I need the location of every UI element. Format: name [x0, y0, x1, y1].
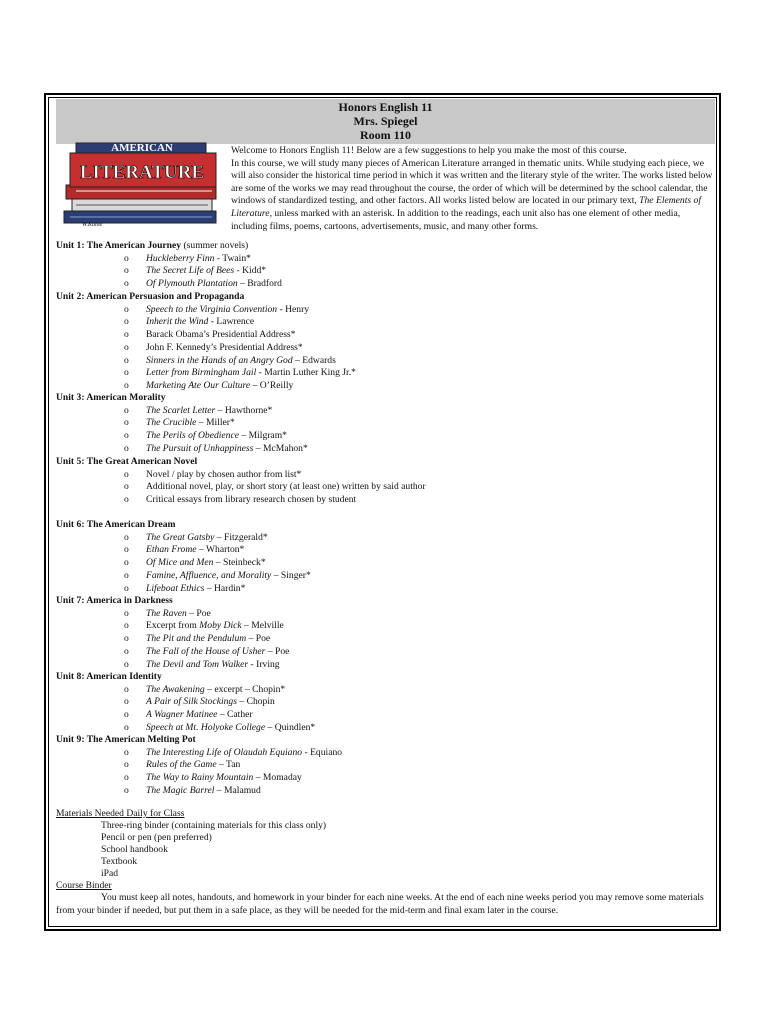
- bullet-icon: o: [124, 531, 129, 543]
- teacher-name: Mrs. Spiegel: [353, 114, 418, 128]
- work-author: – Wharton*: [196, 544, 245, 556]
- work-item: [146, 722, 315, 734]
- unit-heading: [56, 519, 176, 531]
- work-title: The Great Gatsby: [146, 531, 215, 543]
- work-item: [146, 329, 295, 341]
- work-author: - Lawrence: [208, 316, 255, 328]
- work-author: John F. Kennedy’s Presidential Address*: [146, 341, 303, 353]
- bullet-icon: o: [124, 278, 129, 290]
- work-item: [146, 633, 270, 645]
- work-author: – Hardin*: [204, 582, 246, 594]
- unit-suffix: (summer novels): [181, 240, 249, 251]
- bullet-icon: o: [124, 607, 129, 619]
- unit-heading: [56, 595, 173, 607]
- work-item: [146, 785, 261, 797]
- work-author: – Poe: [265, 645, 290, 657]
- binder-paragraph: You must keep all notes, handouts, and homework in your binder for each nine weeks. At the end of each nine weeks period you may remove some materials from your binder if needed, but put them in a safe place, as they will be needed for the mid-term and final exam later in the course.: [56, 892, 704, 916]
- unit-heading: [56, 392, 166, 404]
- work-item: [146, 380, 293, 392]
- work-author: – Milgram*: [238, 430, 287, 442]
- work-author: - Irving: [248, 658, 280, 670]
- work-title: Inherit the Wind: [146, 316, 209, 328]
- work-author: – Poe: [186, 607, 211, 619]
- work-item: [146, 696, 275, 708]
- unit-heading: [56, 240, 248, 252]
- work-item: [146, 709, 253, 721]
- unit-label: Unit 8: American Identity: [56, 671, 162, 682]
- bullet-icon: o: [124, 683, 129, 695]
- unit-label: Unit 1: The American Journey: [56, 240, 182, 251]
- work-author: - Martin Luther King Jr.*: [256, 367, 356, 379]
- unit-heading: [56, 734, 196, 746]
- room-number: Room 110: [360, 128, 411, 142]
- bullet-icon: o: [124, 430, 129, 442]
- bullet-icon: o: [124, 696, 129, 708]
- material-item: Pencil or pen (pen preferred): [101, 832, 212, 843]
- work-title: The Magic Barrel: [146, 784, 215, 796]
- bullet-icon: o: [124, 645, 129, 657]
- bullet-icon: o: [124, 772, 129, 784]
- intro-welcome: Welcome to Honors English 11! Below are a few suggestions to help you make the most of this course.: [231, 145, 627, 156]
- bullet-icon: o: [124, 417, 129, 429]
- unit-heading: [56, 291, 244, 303]
- work-item: [146, 430, 287, 442]
- intro-text-b: , unless marked with an asterisk. In addition to the readings, each unit also has one element of other media, including films, poems, cartoons, advertisements, music, and many other forms.: [231, 207, 681, 232]
- materials-heading: Materials Needed Daily for Class: [56, 808, 185, 819]
- work-title: The Raven: [146, 607, 187, 619]
- bullet-icon: o: [124, 404, 129, 416]
- bullet-icon: o: [124, 316, 129, 328]
- work-title: Sinners in the Hands of an Angry God: [146, 354, 293, 366]
- work-author: - Equiano: [302, 746, 343, 758]
- work-author: – Melville: [241, 620, 284, 632]
- work-title: A Wagner Matinee: [146, 709, 218, 721]
- work-item: [146, 342, 303, 354]
- work-title: The Secret Life of Bees: [146, 265, 235, 277]
- work-title: Marketing Ate Our Culture: [146, 379, 251, 391]
- work-item: [146, 405, 272, 417]
- intro-body: [231, 158, 715, 234]
- work-item: [146, 583, 245, 595]
- material-item: Three-ring binder (containing materials for this class only): [101, 820, 327, 831]
- work-author: – McMahon*: [253, 442, 308, 454]
- work-author: – Chopin: [236, 696, 275, 708]
- bullet-icon: o: [124, 252, 129, 264]
- bullet-icon: o: [124, 784, 129, 796]
- work-author: Barack Obama’s Presidential Address*: [146, 329, 296, 341]
- unit-heading: [56, 671, 162, 683]
- work-author: Critical essays from library research chosen by student: [146, 494, 357, 506]
- work-title: The Crucible: [146, 417, 197, 429]
- work-author: – Hawthorne*: [215, 404, 273, 416]
- work-title: Ethan Frome: [146, 544, 197, 556]
- work-item: [146, 417, 235, 429]
- work-title: Lifeboat Ethics: [146, 582, 205, 594]
- work-author: – excerpt – Chopin*: [204, 683, 286, 695]
- bullet-icon: o: [124, 658, 129, 670]
- work-item: [146, 759, 240, 771]
- unit-label: Unit 9: The American Melting Pot: [56, 734, 196, 745]
- work-item: [146, 278, 282, 290]
- work-author: – Tan: [216, 759, 241, 771]
- work-author: – Quindlen*: [265, 721, 316, 733]
- material-item: iPad: [101, 868, 119, 879]
- work-item: [146, 608, 211, 620]
- work-title: The Pit and the Pendulum: [146, 633, 247, 645]
- bullet-icon: o: [124, 379, 129, 391]
- material-item: School handbook: [101, 844, 168, 855]
- bullet-icon: o: [124, 468, 129, 480]
- work-item: [146, 659, 280, 671]
- work-item: [146, 481, 426, 493]
- bullet-icon: o: [124, 620, 129, 632]
- work-title: The Devil and Tom Walker: [146, 658, 249, 670]
- work-author: – Momaday: [253, 772, 302, 784]
- work-title: The Interesting Life of Olaudah Equiano: [146, 746, 303, 758]
- work-item: [146, 646, 289, 658]
- bullet-icon: o: [124, 721, 129, 733]
- work-item: [146, 684, 285, 696]
- bullet-icon: o: [124, 582, 129, 594]
- work-item: [146, 316, 254, 328]
- work-title: The Scarlet Letter: [146, 404, 216, 416]
- bullet-icon: o: [124, 746, 129, 758]
- work-author: Novel / play by chosen author from list*: [146, 468, 302, 480]
- work-author: – Malamud: [214, 784, 261, 796]
- bullet-icon: o: [124, 367, 129, 379]
- unit-label: Unit 3: American Morality: [56, 392, 166, 403]
- work-author: – Bradford: [237, 278, 282, 290]
- bullet-icon: o: [124, 759, 129, 771]
- bullet-icon: o: [124, 354, 129, 366]
- work-author: - Kidd*: [234, 265, 267, 277]
- work-item: [146, 253, 251, 265]
- bullet-icon: o: [124, 494, 129, 506]
- logo-signature: W.Kaine: [82, 222, 103, 228]
- intro-text-a: In this course, we will study many pieces of American Literature arranged in thematic units. While studying each piece, we will also consider the historical time period in which it was written and the literary style of the writer. The works listed below are some of the works we may read throughout the course, the order of which will be determined by the school calendar, the windows of standardized testing, and other factors. All works listed below are located in our primary text,: [231, 157, 713, 207]
- work-title: Speech to the Virginia Convention: [146, 303, 278, 315]
- work-item: [146, 747, 342, 759]
- work-item: [146, 265, 266, 277]
- work-author: – Fitzgerald*: [214, 531, 268, 543]
- work-item: [146, 469, 301, 481]
- binder-heading: Course Binder: [56, 880, 112, 891]
- bullet-icon: o: [124, 569, 129, 581]
- work-item: [146, 494, 356, 506]
- work-author: – Singer*: [271, 569, 311, 581]
- logo-text-top: AMERICAN: [111, 142, 173, 154]
- intro-paragraph: [231, 145, 715, 233]
- work-item: [146, 620, 284, 632]
- bullet-icon: o: [124, 709, 129, 721]
- work-item: [146, 355, 336, 367]
- work-item: [146, 772, 302, 784]
- work-title: The Way to Rainy Mountain: [146, 772, 254, 784]
- bullet-icon: o: [124, 557, 129, 569]
- work-title: Letter from Birmingham Jail: [146, 367, 257, 379]
- work-title: The Fall of the House of Usher: [146, 645, 266, 657]
- work-title: Of Plymouth Plantation: [146, 278, 238, 290]
- course-title: Honors English 11: [338, 100, 433, 114]
- work-author: Additional novel, play, or short story (at least one) written by said author: [146, 481, 426, 493]
- unit-heading: [56, 456, 197, 468]
- work-title: Speech at Mt. Holyoke College: [146, 721, 266, 733]
- work-author: – O’Reilly: [250, 379, 294, 391]
- work-item: [146, 570, 311, 582]
- unit-label: Unit 6: The American Dream: [56, 519, 176, 530]
- unit-label: Unit 7: America in Darkness: [56, 595, 173, 606]
- bullet-icon: o: [124, 544, 129, 556]
- american-literature-logo: [62, 133, 222, 228]
- work-item: [146, 304, 309, 316]
- work-title: Moby Dick: [199, 620, 242, 632]
- primary-text-title: The Elements of Literature: [231, 195, 701, 219]
- work-author: - Henry: [277, 303, 310, 315]
- bullet-icon: o: [124, 481, 129, 493]
- work-author: – Poe: [246, 633, 271, 645]
- unit-label: Unit 2: American Persuasion and Propaganda: [56, 291, 245, 302]
- unit-label: Unit 5: The Great American Novel: [56, 456, 198, 467]
- work-item: [146, 532, 268, 544]
- bullet-icon: o: [124, 442, 129, 454]
- bullet-icon: o: [124, 341, 129, 353]
- work-author: – Miller*: [196, 417, 235, 429]
- bullet-icon: o: [124, 265, 129, 277]
- work-title: Of Mice and Men: [146, 557, 214, 569]
- work-title: Famine, Affluence, and Morality: [146, 569, 272, 581]
- work-item: [146, 443, 308, 455]
- bullet-icon: o: [124, 633, 129, 645]
- work-item: [146, 544, 244, 556]
- work-title: Rules of the Game: [146, 759, 217, 771]
- work-author: – Cather: [217, 709, 253, 721]
- work-title: The Pursuit of Unhappiness: [146, 442, 254, 454]
- logo-text-main: LITERATURE: [79, 162, 205, 183]
- work-item: [146, 367, 356, 379]
- bullet-icon: o: [124, 329, 129, 341]
- bullet-icon: o: [124, 303, 129, 315]
- work-title: Huckleberry Finn: [146, 252, 215, 264]
- work-item: [146, 557, 266, 569]
- work-title: A Pair of Silk Stockings: [146, 696, 237, 708]
- work-author: - Twain*: [214, 252, 251, 264]
- work-author: Excerpt from: [146, 620, 200, 632]
- work-title: The Awakening: [146, 683, 205, 695]
- material-item: Textbook: [101, 856, 138, 867]
- work-title: The Perils of Obedience: [146, 430, 239, 442]
- work-author: – Steinbeck*: [213, 557, 266, 569]
- work-author: – Edwards: [292, 354, 336, 366]
